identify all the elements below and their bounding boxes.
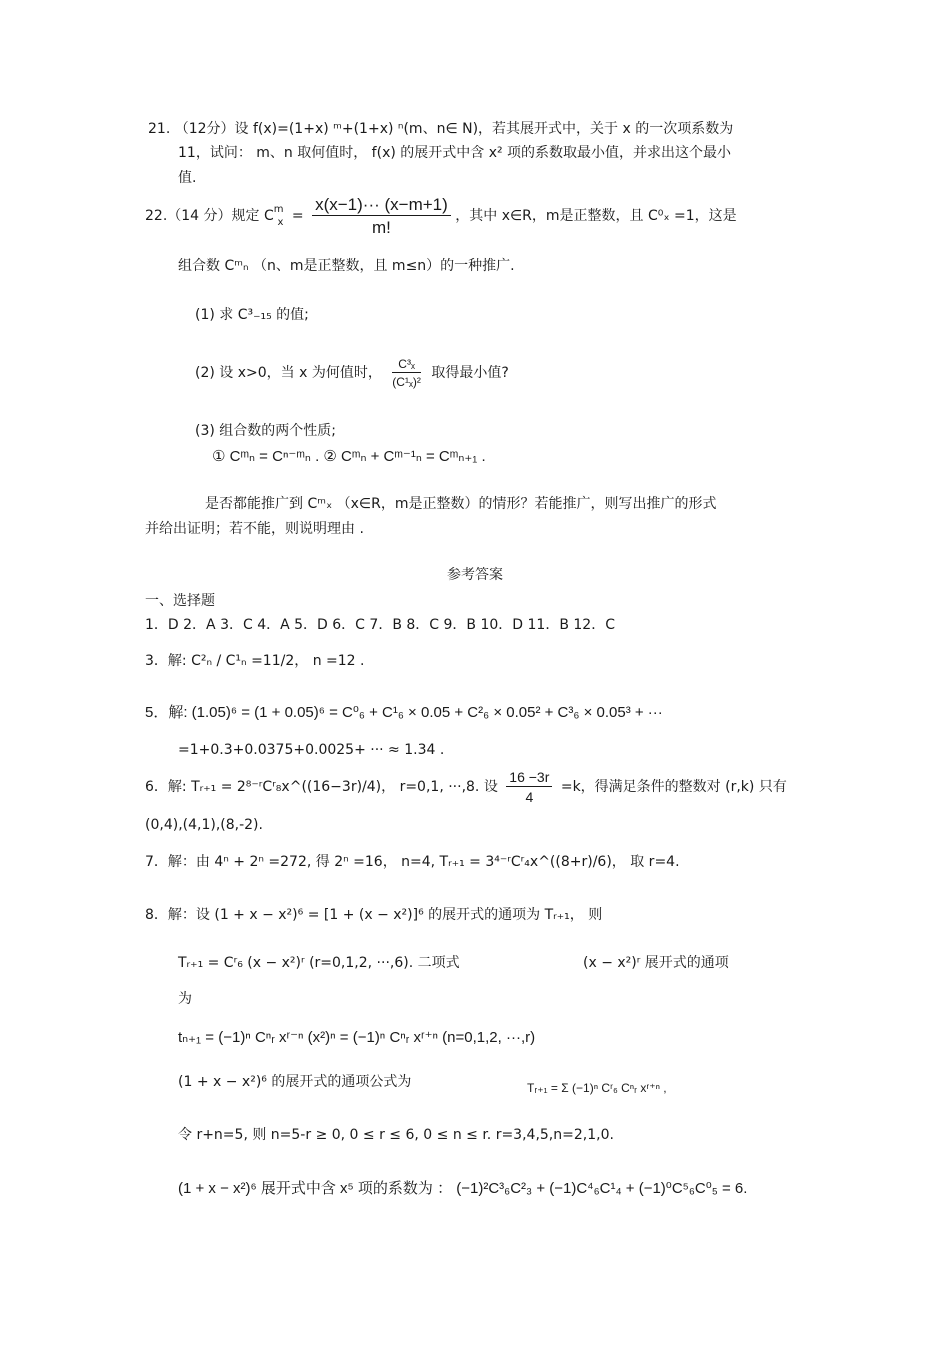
q22-part-2-suffix: 取得最小值? <box>431 365 509 381</box>
answer-8-line-2: Tᵣ₊₁ = Cʳ₆ (x − x²)ʳ (r=0,1,2, ···,6). 二项式 <box>178 955 460 971</box>
answer-8-line-4: tₙ₊₁ = (−1)ⁿ Cⁿᵣ xʳ⁻ⁿ (x²)ⁿ = (−1)ⁿ Cⁿᵣ xʳ⁺ⁿ (n=0,1,2, ···,r) <box>178 1029 536 1046</box>
q21-line-2: 11，试问： m、n 取何值时， f(x) 的展开式中含 x² 项的系数取最小值，并求出这个最小 <box>178 145 732 161</box>
q22-part-2 <box>195 358 509 388</box>
answer-6-fraction <box>506 770 552 804</box>
q22-definition: 22.（14 分）规定 $C^m_x$ = $\frac{x(x-1)\cdot\cdot\cdot (x-m+1)}{m!}$ ，其中 x∈R，m是正整数，且 C⁰ₓ =1，这是 <box>145 195 737 237</box>
q22-part-2-fraction <box>392 358 421 388</box>
q22-suffix: ，其中 x∈R，m是正整数，且 C⁰ₓ =1，这是 <box>455 208 737 224</box>
q22-def-denominator: m! <box>371 218 391 237</box>
answer-8-line-7: (1 + x − x²)⁶ 展开式中含 x⁵ 项的系数为 ： (−1)²C³₆C²₃ + (−1)C⁴₆C¹₄ + (−1)⁰C⁵₆C⁰₅ = 6. <box>178 1180 748 1197</box>
q22-definition-fraction <box>312 196 451 236</box>
q22-def-numerator: x(x−1)··· (x−m+1) <box>312 196 451 216</box>
answer-6-prefix: 6．解: Tᵣ₊₁ = 2⁸⁻ʳCʳ₈x^((16−3r)/4)， r=0,1, ···,8. 设 <box>145 779 498 795</box>
q22-part-1: (1) 求 C³₋₁₅ 的值; <box>195 307 309 323</box>
q22-part-2-prefix: (2) 设 x>0，当 x 为何值时， <box>195 365 382 381</box>
answer-8-line-3: 为 <box>178 991 192 1007</box>
answer-8-line-1: 8．解：设 (1 + x − x²)⁶ = [1 + (x − x²)]⁶ 的展开式的通项为 Tᵣ₊₁， 则 <box>145 907 603 923</box>
q22-part-3: (3) 组合数的两个性质; <box>195 423 336 439</box>
answer-6-numerator: 16 −3r <box>506 770 552 787</box>
answer-6-suffix: =k，得满足条件的整数对 (r,k) 只有 <box>560 779 787 795</box>
answers-title: 参考答案 <box>447 567 503 583</box>
answers-section-heading: 一、选择题 <box>145 593 215 609</box>
q22-prefix: 22.（14 分）规定 C <box>145 208 274 224</box>
answer-5-line-2: =1+0.3+0.0375+0.0025+ ··· ≈ 1.34 . <box>178 742 445 758</box>
answer-3: 3．解: C²ₙ / C¹ₙ =11/2， n =12 . <box>145 653 365 669</box>
q22-line-2: 组合数 Cᵐₙ （n、m是正整数，且 m≤n）的一种推广. <box>178 258 515 274</box>
answer-8-line-5: (1 + x − x²)⁶ 的展开式的通项公式为 <box>178 1074 412 1090</box>
q21-line-1: 21. （12分）设 f(x)=(1+x) ᵐ+(1+x) ⁿ(m、n∈ N)，若其展开式中，关于 x 的一次项系数为 <box>148 121 734 137</box>
answer-6-line-1 <box>145 770 787 804</box>
answer-8-line-5-formula: Tᵣ₊₁ = Σ (−1)ⁿ Cʳ₆ Cⁿᵣ xʳ⁺ⁿ , <box>527 1081 667 1095</box>
answer-6-line-2: (0,4),(4,1),(8,-2). <box>145 817 263 833</box>
q21-line-3: 值. <box>178 170 197 186</box>
answer-6-denominator: 4 <box>525 789 534 805</box>
answer-7: 7．解：由 4ⁿ + 2ⁿ =272, 得 2ⁿ =16， n=4, Tᵣ₊₁ = 3⁴⁻ʳCʳ₄x^((8+r)/6)， 取 r=4. <box>145 854 680 870</box>
answer-8-line-6: 令 r+n=5, 则 n=5-r ≥ 0, 0 ≤ r ≤ 6, 0 ≤ n ≤ r. r=3,4,5,n=2,1,0. <box>178 1127 614 1143</box>
q22-question-line-2: 并给出证明；若不能，则说明理由 . <box>145 521 364 537</box>
answers-choices: 1．D 2．A 3．C 4．A 5．D 6．C 7．B 8．C 9．B 10．D 11．B 12．C <box>145 617 615 633</box>
answer-8-line-2-right: (x − x²)ʳ 展开式的通项 <box>583 955 729 971</box>
q22-properties: ① Cᵐₙ = Cⁿ⁻ᵐₙ . ② Cᵐₙ + Cᵐ⁻¹ₙ = Cᵐₙ₊₁ . <box>212 448 486 465</box>
q22-part-2-numerator: C³ₓ <box>392 358 421 373</box>
q22-part-2-denominator: (C¹ₓ)² <box>392 375 421 389</box>
answer-5-line-1: 5．解: (1.05)⁶ = (1 + 0.05)⁶ = C⁰₆ + C¹₆ × 0.05 + C²₆ × 0.05² + C³₆ × 0.05³ + ··· <box>145 704 663 721</box>
q22-question-line-1: 是否都能推广到 Cᵐₓ （x∈R，m是正整数）的情形？若能推广，则写出推广的形式 <box>205 496 717 512</box>
